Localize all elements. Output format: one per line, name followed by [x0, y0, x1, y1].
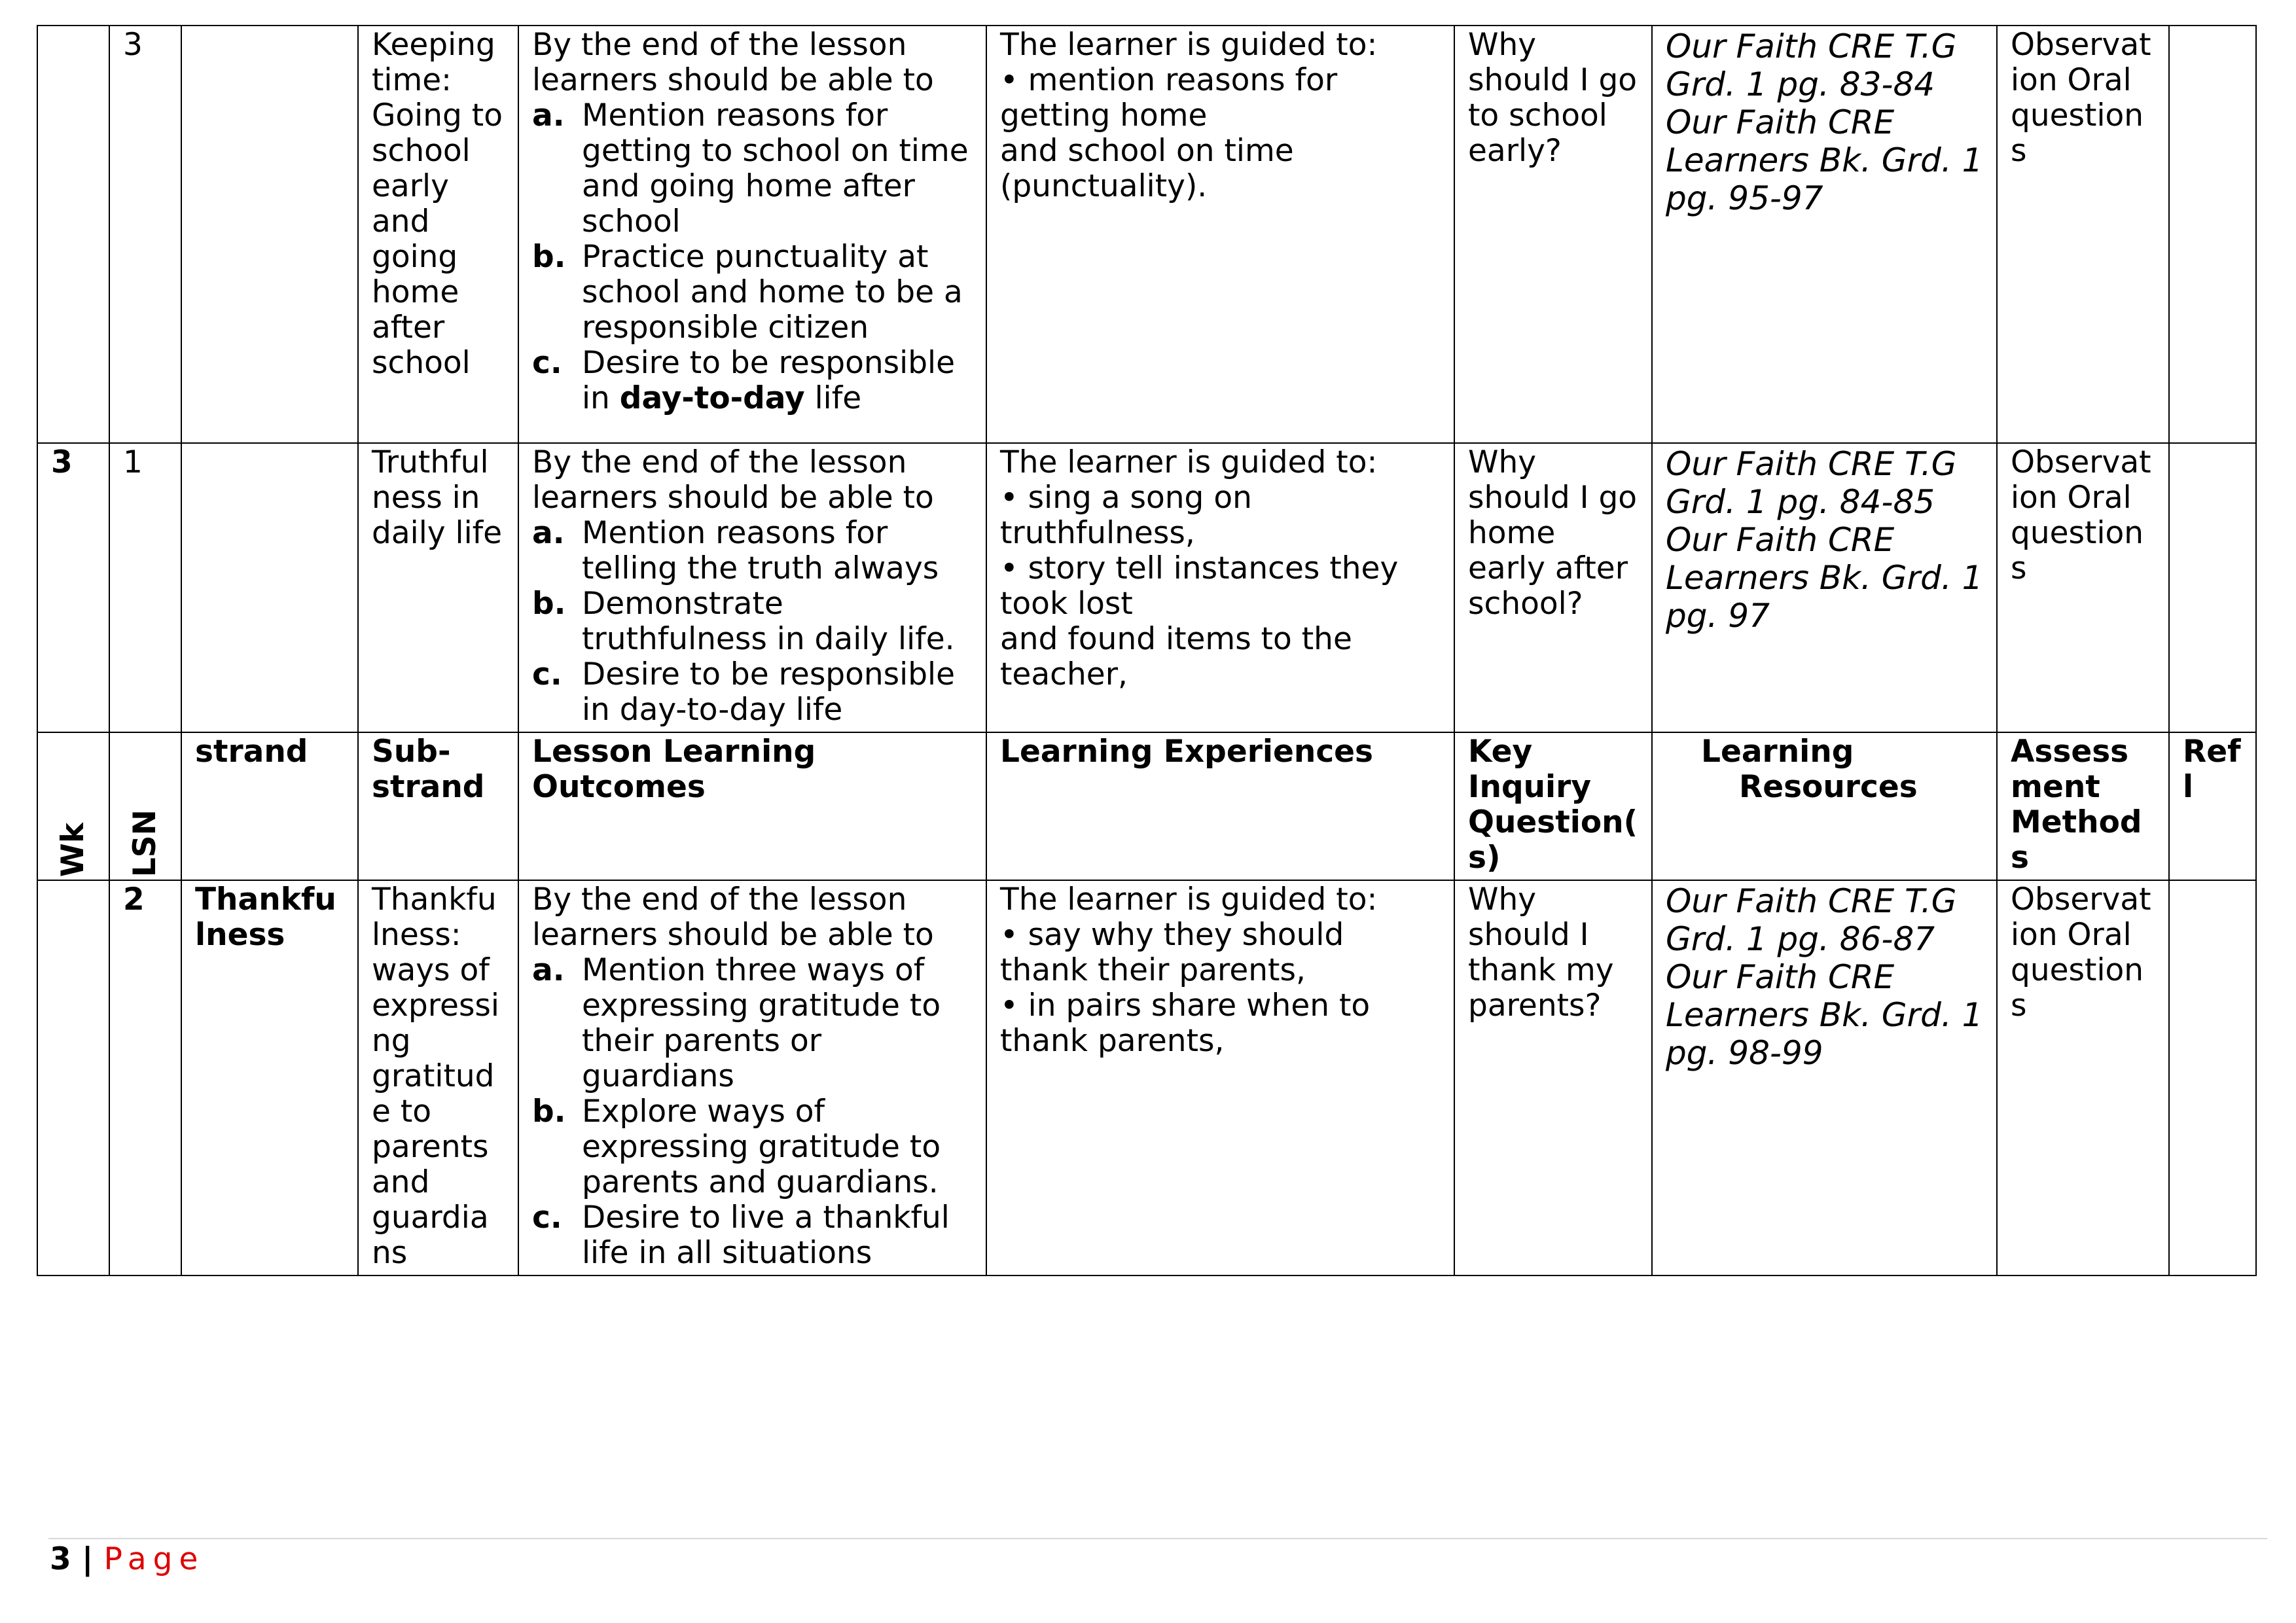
outcomes-cell [518, 443, 986, 732]
experience-line: • say why they should thank their parents, [1000, 917, 1344, 988]
outcomes-intro: By the end of the lesson learners should be able to [532, 27, 934, 98]
experience-line: • in pairs share when to thank parents, [1000, 988, 1371, 1059]
header-resources-line: Learning [1701, 734, 1854, 770]
list-item [532, 346, 973, 416]
outcomes-list [532, 98, 973, 416]
outcomes-intro: By the end of the lesson learners should be able to [532, 882, 934, 953]
outcome-text: Desire to be responsible in [582, 345, 956, 416]
experience-line: and school on time (punctuality). [1000, 133, 1294, 204]
assessment-cell: Observation Oral questions [1997, 880, 2169, 1275]
outcomes-intro: By the end of the lesson learners should be able to [532, 444, 934, 516]
list-item [532, 1200, 973, 1271]
resources-cell: Our Faith CRE T.G Grd. 1 pg. 84-85 Our Faith CRE Learners Bk. Grd. 1 pg. 97 [1652, 443, 1997, 732]
list-marker: a. [532, 952, 565, 988]
outcome-text: Desire to live a thankful life in all situations [582, 1200, 950, 1271]
list-marker: c. [532, 656, 562, 692]
experience-line: • mention reasons for getting home [1000, 62, 1338, 134]
list-marker: b. [532, 239, 566, 275]
header-week [37, 732, 109, 880]
outcome-text: Demonstrate truthfulness in daily life. [582, 586, 955, 657]
week-cell [37, 880, 109, 1275]
reflection-cell [2169, 26, 2256, 443]
experience-line: • sing a song on truthfulness, [1000, 480, 1252, 551]
outcomes-list [532, 516, 973, 728]
week-cell [37, 26, 109, 443]
assessment-cell: Observation Oral questions [1997, 26, 2169, 443]
lesson-cell: 1 [109, 443, 181, 732]
footer-separator: | [71, 1541, 104, 1577]
outcome-text: Mention three ways of expressing gratitude to their parents or guardians [582, 952, 941, 1094]
table-row [37, 443, 2256, 732]
inquiry-cell: Why should I go to school early? [1454, 26, 1652, 443]
header-lesson [109, 732, 181, 880]
header-strand: strand [181, 732, 358, 880]
list-marker: a. [532, 515, 565, 551]
resources-cell: Our Faith CRE T.G Grd. 1 pg. 86-87 Our Faith CRE Learners Bk. Grd. 1 pg. 98-99 [1652, 880, 1997, 1275]
substrand-cell: Thankfulness: ways of expressing gratitude to parents and guardians [358, 880, 518, 1275]
list-item [532, 98, 973, 240]
list-item [532, 516, 973, 586]
assessment-cell: Observation Oral questions [1997, 443, 2169, 732]
week-cell: 3 [37, 443, 109, 732]
lesson-cell: 3 [109, 26, 181, 443]
outcomes-cell [518, 26, 986, 443]
outcome-text: Mention reasons for telling the truth always [582, 515, 939, 586]
footer-divider [48, 1538, 2267, 1539]
list-marker: c. [532, 345, 562, 381]
scheme-of-work-table [37, 25, 2257, 1276]
outcome-emphasis: day-to-day [619, 380, 805, 416]
outcome-text: Practice punctuality at school and home to be a responsible citizen [582, 239, 963, 346]
header-reflection: Refl [2169, 732, 2256, 880]
list-marker: a. [532, 98, 565, 134]
strand-cell [181, 443, 358, 732]
header-week-label: Wk [55, 822, 91, 877]
header-substrand: Sub-strand [358, 732, 518, 880]
inquiry-cell: Why should I thank my parents? [1454, 880, 1652, 1275]
experience-line: • story tell instances they took lost [1000, 550, 1399, 622]
outcome-text-end: life [804, 380, 862, 416]
list-marker: b. [532, 586, 566, 622]
experiences-cell [986, 443, 1454, 732]
list-item [532, 657, 973, 728]
substrand-cell: Keeping time: Going to school early and going home after school [358, 26, 518, 443]
header-lesson-label: LSN [127, 809, 163, 877]
outcome-text: Explore ways of expressing gratitude to parents and guardians. [582, 1094, 941, 1200]
list-item [532, 240, 973, 346]
experience-line: and found items to the teacher, [1000, 621, 1352, 692]
strand-cell: Thankfulness [181, 880, 358, 1275]
page-label: Page [103, 1541, 205, 1577]
table-header-row [37, 732, 2256, 880]
experiences-intro: The learner is guided to: [1000, 444, 1378, 480]
header-inquiry: Key Inquiry Question(s) [1454, 732, 1652, 880]
experiences-intro: The learner is guided to: [1000, 27, 1378, 63]
resources-cell: Our Faith CRE T.G Grd. 1 pg. 83-84 Our Faith CRE Learners Bk. Grd. 1 pg. 95-97 [1652, 26, 1997, 443]
table-row [37, 880, 2256, 1275]
lesson-cell: 2 [109, 880, 181, 1275]
reflection-cell [2169, 880, 2256, 1275]
inquiry-cell: Why should I go home early after school? [1454, 443, 1652, 732]
strand-cell [181, 26, 358, 443]
table-row [37, 26, 2256, 443]
experiences-intro: The learner is guided to: [1000, 882, 1378, 918]
substrand-cell: Truthfulness in daily life [358, 443, 518, 732]
experiences-cell [986, 880, 1454, 1275]
header-assessment: Assessment Methods [1997, 732, 2169, 880]
outcomes-list [532, 953, 973, 1271]
list-item [532, 586, 973, 657]
page-number: 3 [50, 1541, 71, 1577]
header-resources-line: Resources [1739, 769, 1918, 805]
list-item [532, 1094, 973, 1200]
outcome-text: Mention reasons for getting to school on time and going home after school [582, 98, 969, 240]
page-footer [50, 1540, 204, 1579]
outcomes-cell [518, 880, 986, 1275]
outcome-text: Desire to be responsible in day-to-day life [582, 656, 956, 728]
experiences-cell [986, 26, 1454, 443]
header-outcomes: Lesson Learning Outcomes [518, 732, 986, 880]
header-resources [1652, 732, 1997, 880]
list-item [532, 953, 973, 1094]
list-marker: b. [532, 1094, 566, 1130]
header-experiences: Learning Experiences [986, 732, 1454, 880]
list-marker: c. [532, 1200, 562, 1236]
reflection-cell [2169, 443, 2256, 732]
